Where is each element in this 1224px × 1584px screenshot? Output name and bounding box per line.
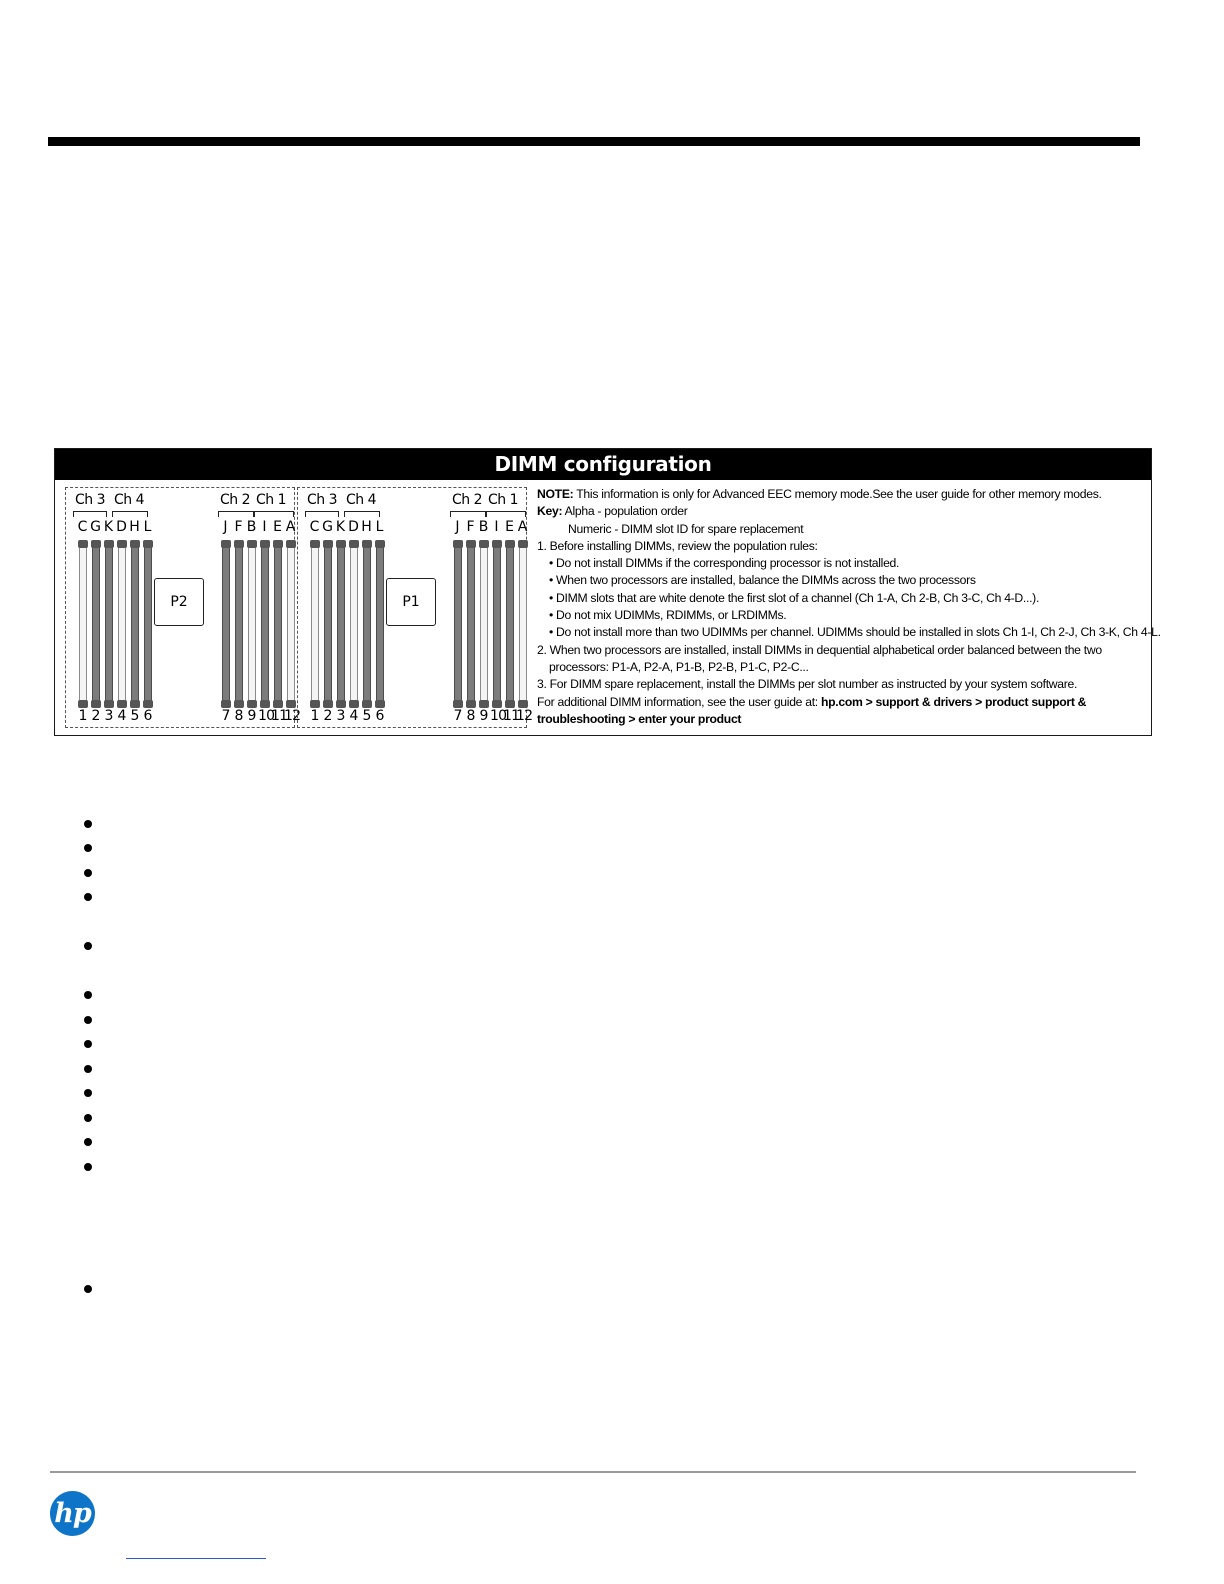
bullet-marker bbox=[84, 869, 92, 877]
dimm-slot bbox=[79, 544, 87, 704]
slot-letter: D bbox=[348, 519, 359, 535]
top-rule bbox=[48, 137, 1140, 146]
slot-letter: K bbox=[103, 519, 114, 535]
slot-letter: I bbox=[262, 519, 267, 535]
footer-rule bbox=[50, 1471, 1136, 1473]
slot-letter: J bbox=[223, 519, 228, 535]
slot-number: 12 bbox=[284, 708, 301, 724]
key-label: Key: bbox=[537, 504, 563, 519]
channel-label: Ch 4 bbox=[114, 492, 145, 508]
dimm-slot bbox=[235, 544, 243, 704]
slot-number: 7 bbox=[453, 708, 462, 724]
slot-number: 2 bbox=[323, 708, 332, 724]
note-line bbox=[537, 486, 1149, 503]
figure-title: DIMM configuration bbox=[55, 449, 1151, 480]
processor-board-p1 bbox=[297, 487, 533, 728]
channel-bracket bbox=[305, 511, 339, 517]
slot-number: 8 bbox=[466, 708, 475, 724]
slot-number: 6 bbox=[375, 708, 384, 724]
channel-label: Ch 1 bbox=[256, 492, 287, 508]
dimm-slot bbox=[105, 544, 113, 704]
slot-letter: E bbox=[505, 519, 514, 535]
channel-bracket bbox=[218, 511, 254, 517]
bullet-marker bbox=[84, 844, 92, 852]
slot-number: 3 bbox=[104, 708, 113, 724]
slot-number: 5 bbox=[130, 708, 139, 724]
dimm-slot bbox=[376, 544, 384, 704]
rule-2-continuation: processors: P1-A, P2-A, P1-B, P2-B, P1-C, P2-C... bbox=[549, 659, 809, 674]
dimm-slot bbox=[92, 544, 100, 704]
slot-number: 12 bbox=[516, 708, 533, 724]
dimm-slot bbox=[287, 544, 295, 704]
slot-letter: C bbox=[309, 519, 320, 535]
slot-letter: F bbox=[234, 519, 243, 535]
support-path: hp.com > support & drivers > product support & bbox=[820, 694, 1087, 709]
bullet-marker bbox=[84, 1163, 92, 1171]
dimm-slot bbox=[222, 544, 230, 704]
slot-letter: E bbox=[273, 519, 282, 535]
configuration-notes bbox=[537, 486, 1161, 728]
channel-bracket bbox=[486, 511, 526, 517]
slot-letter: H bbox=[129, 519, 140, 535]
slot-number: 5 bbox=[362, 708, 371, 724]
channel-label: Ch 4 bbox=[346, 492, 377, 508]
channel-bracket bbox=[450, 511, 486, 517]
slot-letter: J bbox=[455, 519, 460, 535]
dimm-slot bbox=[350, 544, 358, 704]
rule-1-bullet: • Do not install more than two UDIMMs per channel. UDIMMs should be installed in slots Ch 1-I, Ch 2-J, Ch 3-K, Ch 4-L. bbox=[549, 625, 1161, 640]
key-line bbox=[537, 503, 1149, 520]
processor-board-p2 bbox=[65, 487, 301, 728]
dimm-slot bbox=[363, 544, 371, 704]
slot-letter: G bbox=[322, 519, 333, 535]
key-alpha: Alpha - population order bbox=[562, 504, 688, 519]
dimm-slot bbox=[144, 544, 152, 704]
slot-number: 8 bbox=[234, 708, 243, 724]
slot-letter: A bbox=[517, 519, 528, 535]
dimm-slot bbox=[311, 544, 319, 704]
slot-letter: K bbox=[335, 519, 346, 535]
channel-label: Ch 3 bbox=[75, 492, 106, 508]
slot-number: 10 bbox=[490, 708, 507, 724]
dimm-slot bbox=[248, 544, 256, 704]
dimm-slot bbox=[519, 544, 527, 704]
slot-number: 9 bbox=[247, 708, 256, 724]
channel-bracket bbox=[254, 511, 294, 517]
dimm-slot bbox=[131, 544, 139, 704]
bullet-marker bbox=[84, 1114, 92, 1122]
slot-number: 11 bbox=[503, 708, 520, 724]
slot-letter: B bbox=[246, 519, 257, 535]
dimm-slot bbox=[506, 544, 514, 704]
footer-link[interactable] bbox=[126, 1558, 266, 1559]
slot-letter: L bbox=[375, 519, 384, 535]
slot-number: 3 bbox=[336, 708, 345, 724]
additional-prefix: For additional DIMM information, see the user guide at: bbox=[537, 694, 821, 709]
support-path-continuation: troubleshooting > enter your product bbox=[537, 711, 742, 726]
processor-p1: P1 bbox=[386, 578, 436, 626]
dimm-slot bbox=[467, 544, 475, 704]
slot-letter: C bbox=[77, 519, 88, 535]
bullet-marker bbox=[84, 893, 92, 901]
slot-letter: G bbox=[90, 519, 101, 535]
channel-bracket bbox=[73, 511, 107, 517]
rule-1-bullet: • DIMM slots that are white denote the first slot of a channel (Ch 1-A, Ch 2-B, Ch 3-C, Ch 4-D...). bbox=[549, 590, 1040, 605]
slot-number: 7 bbox=[221, 708, 230, 724]
rule-3: 3. For DIMM spare replacement, install the DIMMs per slot number as instructed by your system software. bbox=[537, 677, 1078, 692]
slot-letter: L bbox=[143, 519, 152, 535]
rule-2: 2. When two processors are installed, install DIMMs in dequential alphabetical order balanced between the two bbox=[537, 642, 1102, 657]
dimm-slot bbox=[480, 544, 488, 704]
slot-number: 9 bbox=[479, 708, 488, 724]
dimm-slot bbox=[118, 544, 126, 704]
dimm-slot bbox=[493, 544, 501, 704]
slot-letter: A bbox=[285, 519, 296, 535]
slot-number: 2 bbox=[91, 708, 100, 724]
key-numeric: Numeric - DIMM slot ID for spare replacement bbox=[568, 521, 804, 536]
bullet-marker bbox=[84, 1285, 92, 1293]
slot-letter: D bbox=[116, 519, 127, 535]
bullet-marker bbox=[84, 1089, 92, 1097]
bullet-marker bbox=[84, 1065, 92, 1073]
rule-1-bullet: • Do not mix UDIMMs, RDIMMs, or LRDIMMs. bbox=[549, 608, 787, 623]
slot-number: 1 bbox=[78, 708, 87, 724]
dimm-slot bbox=[454, 544, 462, 704]
bullet-marker bbox=[84, 942, 92, 950]
channel-label: Ch 1 bbox=[488, 492, 519, 508]
dimm-slot bbox=[324, 544, 332, 704]
bullet-marker bbox=[84, 1138, 92, 1146]
rule-1: 1. Before installing DIMMs, review the population rules: bbox=[537, 538, 818, 553]
slot-letter: I bbox=[494, 519, 499, 535]
bullet-marker bbox=[84, 1016, 92, 1024]
dimm-slot bbox=[261, 544, 269, 704]
rule-1-bullet: • Do not install DIMMs if the corresponding processor is not installed. bbox=[549, 556, 900, 571]
processor-p2: P2 bbox=[154, 578, 204, 626]
note-text: This information is only for Advanced EEC memory mode.See the user guide for other memory modes. bbox=[573, 487, 1102, 501]
channel-label: Ch 3 bbox=[307, 492, 338, 508]
dimm-slot bbox=[337, 544, 345, 704]
channel-label: Ch 2 bbox=[452, 492, 483, 508]
slot-number: 1 bbox=[310, 708, 319, 724]
channel-bracket bbox=[112, 511, 148, 517]
bullet-marker bbox=[84, 820, 92, 828]
dimm-slot bbox=[274, 544, 282, 704]
channel-bracket bbox=[344, 511, 380, 517]
slot-letter: F bbox=[466, 519, 475, 535]
slot-number: 6 bbox=[143, 708, 152, 724]
slot-number: 11 bbox=[271, 708, 288, 724]
slot-number: 4 bbox=[349, 708, 358, 724]
slot-number: 10 bbox=[258, 708, 275, 724]
bullet-marker bbox=[84, 1040, 92, 1048]
hp-logo: hp bbox=[50, 1491, 95, 1536]
slot-letter: B bbox=[478, 519, 489, 535]
channel-label: Ch 2 bbox=[220, 492, 251, 508]
additional-info bbox=[537, 694, 1149, 711]
dimm-configuration-figure bbox=[54, 448, 1161, 736]
slot-letter: H bbox=[361, 519, 372, 535]
bullet-marker bbox=[84, 991, 92, 999]
note-label: NOTE: bbox=[537, 487, 574, 501]
rule-1-bullet: • When two processors are installed, balance the DIMMs across the two processors bbox=[549, 573, 976, 588]
slot-number: 4 bbox=[117, 708, 126, 724]
